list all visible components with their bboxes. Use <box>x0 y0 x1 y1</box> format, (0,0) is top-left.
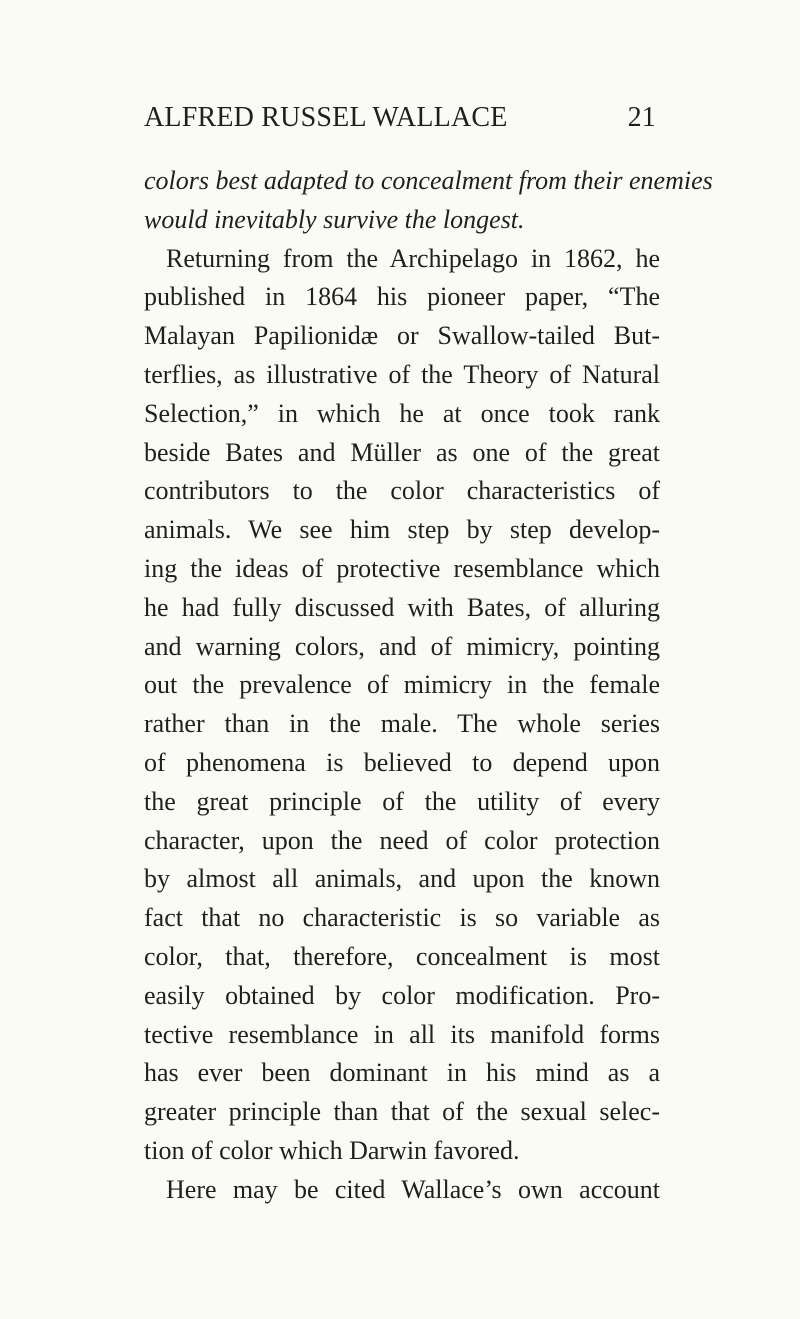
text-line: animals. We see him step by step develop- <box>144 515 660 545</box>
page-number: 21 <box>627 102 656 133</box>
running-head <box>144 102 656 142</box>
text-line: ing the ideas of protective resemblance which <box>144 553 660 583</box>
text-line: color, that, therefore, concealment is most <box>144 941 660 971</box>
text-line: by almost all animals, and upon the known <box>144 864 660 894</box>
text-line: would inevitably survive the longest. <box>144 204 525 234</box>
text-line: tion of color which Darwin favored. <box>144 1135 520 1165</box>
text-line: colors best adapted to concealment from their enemies <box>144 166 713 195</box>
text-line: greater principle than that of the sexual selec- <box>144 1097 660 1127</box>
text-line: Selection,” in which he at once took rank <box>144 398 660 428</box>
text-line: Here may be cited Wallace’s own account <box>166 1174 660 1204</box>
text-line: Returning from the Archipelago in 1862, he <box>166 243 660 273</box>
text-line: easily obtained by color modification. Pro- <box>144 980 660 1010</box>
text-line: Malayan Papilionidæ or Swallow-tailed But- <box>144 321 660 351</box>
text-line: has ever been dominant in his mind as a <box>144 1058 660 1088</box>
running-title: ALFRED RUSSEL WALLACE <box>144 102 508 133</box>
text-line: published in 1864 his pioneer paper, “The <box>144 282 660 312</box>
text-line: tective resemblance in all its manifold forms <box>144 1019 660 1049</box>
text-line: out the prevalence of mimicry in the female <box>144 670 660 700</box>
body-text <box>144 162 713 1210</box>
text-line: he had fully discussed with Bates, of alluring <box>144 592 660 622</box>
text-line: and warning colors, and of mimicry, pointing <box>144 631 660 661</box>
text-line: contributors to the color characteristics of <box>144 476 660 506</box>
text-line: fact that no characteristic is so variable as <box>144 903 660 933</box>
text-line: character, upon the need of color protection <box>144 825 660 855</box>
text-line: rather than in the male. The whole series <box>144 709 660 739</box>
text-line: terflies, as illustrative of the Theory of Natural <box>144 359 660 389</box>
text-line: beside Bates and Müller as one of the great <box>144 437 660 467</box>
text-line: the great principle of the utility of every <box>144 786 660 816</box>
text-line: of phenomena is believed to depend upon <box>144 747 660 777</box>
